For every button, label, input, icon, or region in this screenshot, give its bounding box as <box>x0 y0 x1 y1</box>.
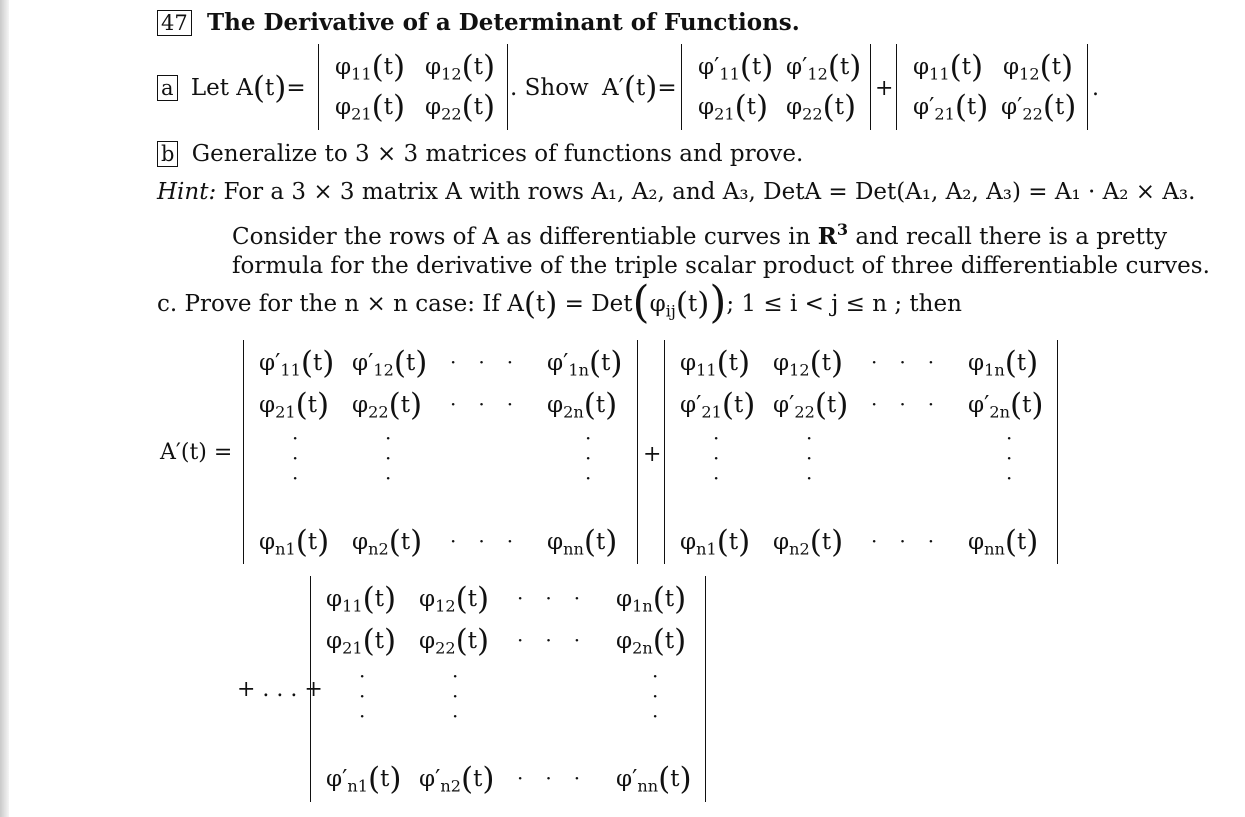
phi21-prime: $\varphi'_{21}(t)$ <box>913 89 989 125</box>
phi22: $\varphi_{22}(t)$ <box>352 387 423 423</box>
part-a-A-prime: A′(t)= <box>602 70 677 106</box>
phin2-prime: $\varphi'_{n2}(t)$ <box>419 761 495 797</box>
part-c-det-row1-derivative <box>243 340 638 564</box>
phi21: $\varphi_{21}(t)$ <box>335 89 406 125</box>
phi1n: $\varphi_{1n}(t)$ <box>968 345 1039 381</box>
part-c-ellipsis-plus: + . . . + <box>237 677 323 702</box>
phi22-prime: $\varphi'_{22}(t)$ <box>1001 89 1077 125</box>
phi2n-prime: $\varphi'_{2n}(t)$ <box>968 387 1044 423</box>
part-a-det-row2-derivative <box>896 44 1088 130</box>
part-a-label: a <box>157 75 178 101</box>
phi21: $\varphi_{21}(t)$ <box>259 387 330 423</box>
phi12: $\varphi_{12}(t)$ <box>419 581 490 617</box>
phi21: $\varphi_{21}(t)$ <box>326 623 397 659</box>
part-c-formula: $A(t) = Det(\varphi_{ij}(t))$ <box>507 277 727 328</box>
vdots-col2: · · · <box>806 426 813 490</box>
phinn: $\varphi_{nn}(t)$ <box>968 524 1039 560</box>
phinn-prime: $\varphi'_{nn}(t)$ <box>616 761 692 797</box>
hdots: ··· <box>517 766 603 790</box>
phi12-prime: $\varphi'_{12}(t)$ <box>352 345 428 381</box>
vdots-coln: · · · <box>652 664 659 728</box>
bold-R-letter: R <box>817 223 837 250</box>
part-a-det-row1-derivative <box>681 44 871 130</box>
part-b-label: b <box>157 141 178 167</box>
phi11-prime: $\varphi'_{11}(t)$ <box>259 345 335 381</box>
part-c-prefix: c. Prove for the n × n case: If <box>157 291 500 317</box>
part-b-statement: Generalize to 3 × 3 matrices of functions and prove. <box>191 141 804 167</box>
hdots: ··· <box>871 350 957 374</box>
part-c-plus: + <box>643 442 662 467</box>
phi2n: $\varphi_{2n}(t)$ <box>616 623 687 659</box>
part-c-lhs: A′(t) = <box>160 440 233 465</box>
show-text: . Show <box>510 75 589 101</box>
vdots-coln: · · · <box>1006 426 1013 490</box>
hint-line <box>157 177 1195 207</box>
bold-R <box>817 220 849 250</box>
phin1: $\varphi_{n1}(t)$ <box>680 524 751 560</box>
hdots: ··· <box>517 628 603 652</box>
part-c-det-rown-derivative <box>310 576 706 802</box>
part-c-det-row2-derivative <box>664 340 1058 564</box>
vdots-col2: · · · <box>385 426 392 490</box>
phi22: $\varphi_{22}(t)$ <box>419 623 490 659</box>
part-a-let: Let <box>190 75 229 101</box>
hint-text: For a 3 × 3 matrix A with rows A₁, A₂, and A₃, DetA = Det(A₁, A₂, A₃) = A₁ · A₂ × A₃. <box>223 179 1196 205</box>
phin1-prime: $\varphi'_{n1}(t)$ <box>326 761 402 797</box>
consider-text-1: Consider the rows of A as differentiable curves in <box>232 224 811 250</box>
hdots: ··· <box>871 392 957 416</box>
phi12: $\varphi_{12}(t)$ <box>425 49 496 85</box>
part-a-plus: + <box>875 76 894 101</box>
phinn: $\varphi_{nn}(t)$ <box>547 524 618 560</box>
vdots-col1: · · · <box>713 426 720 490</box>
problem-heading <box>157 8 800 38</box>
part-a-intro <box>157 70 306 106</box>
page-edge-shadow <box>0 0 9 817</box>
phi22: $\varphi_{22}(t)$ <box>425 89 496 125</box>
part-a-show <box>510 70 677 106</box>
problem-number-box: 47 <box>157 10 192 36</box>
phi12: $\varphi_{12}(t)$ <box>1003 49 1074 85</box>
phin2: $\varphi_{n2}(t)$ <box>352 524 423 560</box>
part-a-det-A <box>318 44 508 130</box>
hdots: ··· <box>450 529 536 553</box>
part-a-period: . <box>1092 76 1099 101</box>
consider-text-2: formula for the derivative of the triple scalar product of three differentiable curves. <box>232 253 1210 279</box>
part-b-statement-line <box>157 139 803 169</box>
bold-R-exponent: 3 <box>836 220 849 240</box>
phi1n: $\varphi_{1n}(t)$ <box>616 581 687 617</box>
vdots-coln: · · · <box>585 426 592 490</box>
phin1: $\varphi_{n1}(t)$ <box>259 524 330 560</box>
vdots-col2: · · · <box>452 664 459 728</box>
phi1n-prime: $\varphi'_{1n}(t)$ <box>547 345 623 381</box>
hdots: ··· <box>450 392 536 416</box>
hdots: ··· <box>517 586 603 610</box>
hdots: ··· <box>450 350 536 374</box>
consider-line-1 <box>232 222 1167 252</box>
part-a-A-of-t: A(t)= <box>236 70 306 106</box>
phi22-prime: $\varphi'_{22}(t)$ <box>773 387 849 423</box>
phi11: $\varphi_{11}(t)$ <box>335 49 406 85</box>
phi11: $\varphi_{11}(t)$ <box>326 581 397 617</box>
phi12-prime: $\varphi'_{12}(t)$ <box>786 49 862 85</box>
phi11: $\varphi_{11}(t)$ <box>680 345 751 381</box>
hint-label: Hint: <box>157 179 217 205</box>
phi22: $\varphi_{22}(t)$ <box>786 89 857 125</box>
phin2: $\varphi_{n2}(t)$ <box>773 524 844 560</box>
consider-text-1-end: and recall there is a pretty <box>855 224 1168 250</box>
phi21: $\varphi_{21}(t)$ <box>698 89 769 125</box>
part-c-statement <box>157 277 962 328</box>
problem-title: The Derivative of a Determinant of Functions. <box>207 9 800 36</box>
phi2n: $\varphi_{2n}(t)$ <box>547 387 618 423</box>
vdots-col1: · · · <box>292 426 299 490</box>
part-c-condition: ; 1 ≤ i < j ≤ n ; then <box>726 291 962 317</box>
phi21-prime: $\varphi'_{21}(t)$ <box>680 387 756 423</box>
hdots: ··· <box>871 529 957 553</box>
phi12: $\varphi_{12}(t)$ <box>773 345 844 381</box>
phi11: $\varphi_{11}(t)$ <box>913 49 984 85</box>
vdots-col1: · · · <box>359 664 366 728</box>
phi11-prime: $\varphi'_{11}(t)$ <box>698 49 774 85</box>
